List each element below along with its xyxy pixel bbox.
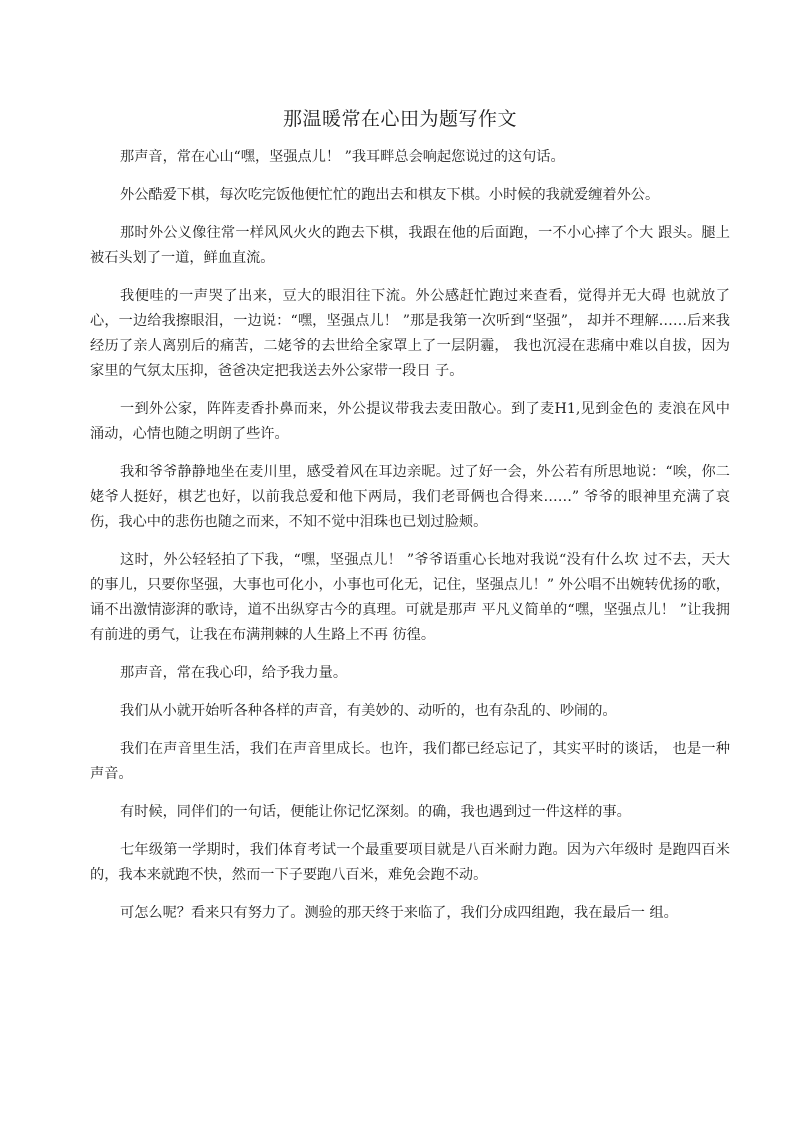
paragraph: 这时，外公轻轻拍了下我，“嘿，坚强点儿！ ”爷爷语重心长地对我说“没有什么坎 过不去，天大的事儿，只要你坚强，大事也可化小，小事也可化无，记住，坚强点儿！” 外公唱不出婉转优扬的歌，诵不出激情澎湃的歌诗，道不出纵穿古今的真理。可就是那声 平凡义简单的“嘿，坚强点儿！ ”让我拥有前进的勇气，让我在布满荆棘的人生路上不再 彷徨。 [90, 552, 730, 643]
paragraph: 我便哇的一声哭了出来，豆大的眼泪往下流。外公感赶忙跑过来查看，觉得并无大碍 也就放了心，一边给我擦眼泪，一边说：“嘿，坚强点儿！ ”那是我第一次听到“坚强”， 却并不理解……后来我经历了亲人离别后的痛苦，二姥爷的去世给全家罩上了一层阴霾， 我也沉浸在悲痛中难以自拔，因为家里的气氛太压抑，爸爸决定把我送去外公家带一段日 子。 [90, 288, 730, 379]
paragraph: 那声音，常在我心印，给予我力量。 [120, 665, 348, 681]
paragraph: 我和爷爷静静地坐在麦川里，感受着风在耳边亲昵。过了好一会，外公若有所思地说：“唉，你二姥爷人挺好，棋艺也好，以前我总爱和他下两局，我们老哥俩也合得来……” 爷爷的眼神里充满了哀伤，我心中的悲伤也随之而来，不知不觉中泪珠也已划过脸颊。 [90, 464, 730, 530]
essay-body [90, 145, 730, 939]
paragraph: 七年级第一学期时，我们体育考试一个最重要项目就是八百米耐力跑。因为六年级时 是跑四百米的，我本来就跑不快，然而一下子要跑八百米，难免会跑不动。 [90, 842, 730, 883]
paragraph: 那声音，常在心山“嘿，坚强点儿！ ”我耳畔总会响起您说过的这句话。 [120, 149, 565, 165]
paragraph: 可怎么呢？看来只有努力了。测验的那天终于来临了，我们分成四组跑，我在最后一 组。 [120, 905, 678, 921]
paragraph: 我们在声音里生活，我们在声音里成长。也许，我们都已经忘记了，其实平时的谈话， 也是一种声音。 [90, 741, 730, 782]
paragraph: 那时外公义像往常一样风风火火的跑去下棋，我跟在他的后面跑，一不小心摔了个大 跟头。腿上被石头划了一道，鲜血直流。 [90, 225, 730, 266]
paragraph: 外公酷爱下棋，每次吃完饭他便忙忙的跑出去和棋友下棋。小时候的我就爱缠着外公。 [120, 187, 660, 203]
paragraph: 我们从小就开始听各种各样的声音，有美妙的、动听的，也有杂乱的、吵闹的。 [120, 703, 617, 719]
paragraph: 一到外公家，阵阵麦香扑鼻而来，外公提议带我去麦田散心。到了麦H1,见到金色的 麦浪在风中涌动，心情也随之明朗了些许。 [90, 401, 730, 442]
page-title: 那温暖常在心田为题写作文 [282, 108, 517, 130]
paragraph: 有时候，同伴们的一句话，便能让你记忆深刻。的确，我也遇到过一件这样的事。 [120, 804, 631, 820]
